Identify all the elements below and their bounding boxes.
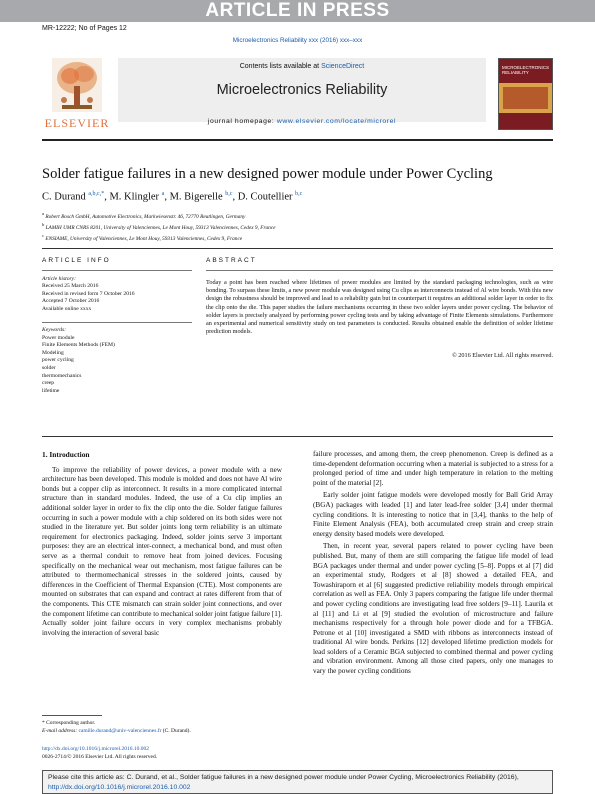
author-affil-marker[interactable]: a,b,c,*	[88, 191, 105, 197]
author-name[interactable]: C. Durand	[42, 191, 86, 203]
article-info-rule	[42, 270, 192, 271]
journal-box	[118, 58, 486, 122]
abstract-heading: ABSTRACT	[206, 257, 257, 264]
issn-line: 0026-2714/© 2016 Elsevier Ltd. All rights reserved.	[42, 753, 158, 760]
body-paragraph: failure processes, and among them, the creep phenomenon. Creep is defined as a time-dependent deformation occurring when a material is subjected to a stress for a prolonged period of time and under high temperature in relation to the melting point of the material [2].	[313, 450, 553, 487]
affiliation-item	[42, 210, 276, 221]
keyword-item: Power module	[42, 334, 75, 341]
homepage-url-link[interactable]: www.elsevier.com/locate/microrel	[276, 118, 397, 125]
abstract-rule	[206, 270, 553, 271]
cover-image	[503, 87, 548, 109]
history-online: Available online xxxx	[42, 305, 92, 312]
email-link[interactable]: camille.durand@univ-valenciennes.fr	[78, 728, 162, 734]
introduction-heading: 1. Introduction	[42, 450, 90, 459]
contents-prefix: Contents lists available at	[239, 63, 322, 70]
author-name[interactable]: D. Coutellier	[237, 191, 293, 203]
article-info-heading: ARTICLE INFO	[42, 257, 111, 264]
article-history	[42, 276, 192, 313]
keyword-item: thermomechanics	[42, 372, 82, 379]
article-in-press-banner	[0, 0, 595, 22]
journal-homepage-line	[118, 118, 486, 125]
footnote-email-line	[42, 727, 282, 735]
keyword-item: lifetime	[42, 387, 60, 394]
article-title: Solder fatigue failures in a new designed power module under Power Cycling	[42, 166, 493, 182]
author-affil-marker[interactable]: a	[161, 191, 165, 197]
author-affil-marker[interactable]: b,c	[225, 191, 233, 197]
manuscript-id: MR-12222; No of Pages 12	[42, 25, 127, 32]
keyword-item: creep	[42, 380, 55, 387]
journal-name: Microelectronics Reliability	[216, 82, 388, 98]
keyword-item: Modeling	[42, 349, 64, 356]
abstract-copyright: © 2016 Elsevier Ltd. All rights reserved.	[452, 352, 553, 359]
affiliations	[42, 210, 276, 243]
body-paragraph: Then, in recent year, several papers related to power cycling have been published. But, many of them are still comparing the fatigue life model of lead BGA packages under thermal and under power cycling [5–8]. Popps et al [7] did an experimental study, Rodgers et al [8] showed a detailed FEA, and Towashiraporn et al [6] suggested predictive reliability models through empirical correlation as well as FEA. Only 3 papers comparing the fatigue life under thermal and power cycling conditions are investigating lead free solders [9–11]. Laurila et al [11] and Li et al [9] studied the evolution of microstructure and failure mechanisms respectively for a through hole power diode and for a TFBGA. Petrone et al [10] investigated a SMD with ribbons as interconnects instead of traditional Al wire bonds. Perkins [12] developed lifetime prediction models for lead solders of a Ceramic BGA subjected to combined thermal and power cycling and vibration environment. Among all those cited papers, only one manages to vary the power cycling conditions	[313, 542, 553, 676]
corresponding-author-footnote	[42, 719, 282, 735]
affiliation-item	[42, 232, 276, 243]
citation-doi-link[interactable]: http://dx.doi.org/10.1016/j.microrel.2016.10.002	[48, 783, 191, 791]
affiliation-marker: c	[42, 232, 44, 238]
homepage-prefix: journal homepage:	[207, 118, 277, 125]
elsevier-logo[interactable]	[42, 58, 112, 132]
journal-cover-thumbnail[interactable]	[498, 58, 553, 130]
footnote-marker: *	[42, 720, 45, 726]
affiliation-text: Robert Bosch GmbH, Automotive Electronics, Markwiesenstr. 46, 72770 Reutlingen, Germany	[45, 213, 246, 220]
author-name[interactable]: M. Bigerelle	[169, 191, 223, 203]
sciencedirect-link[interactable]: ScienceDirect	[321, 63, 365, 70]
body-paragraph: Early solder joint fatigue models were developed mostly for Ball Grid Array (BGA) packages with leaded [1] and later lead-free solder [3,4] under thermal cycling conditions. It is interesting to notice that in [3,4], thanks to the help of Finite Element Analysis (FEA), both accumulated creep strain and creep strain energy density based models were developed.	[313, 491, 553, 538]
journal-citation-link[interactable]: Microelectronics Reliability xxx (2016) xxx–xxx	[232, 37, 363, 44]
body-rule	[42, 436, 553, 437]
author-affil-marker[interactable]: b,c	[295, 191, 303, 197]
keyword-item: solder	[42, 364, 56, 371]
affiliation-item	[42, 221, 276, 232]
author-name[interactable]: M. Klingler	[109, 191, 160, 203]
doi-block	[42, 746, 157, 761]
affiliation-marker: a	[42, 211, 44, 216]
history-rule	[42, 322, 192, 323]
email-suffix: (C. Durand).	[162, 728, 191, 734]
banner-text: ARTICLE IN PRESS	[205, 0, 390, 21]
right-column	[313, 450, 553, 680]
doi-link[interactable]: http://dx.doi.org/10.1016/j.microrel.2016.10.002	[42, 746, 149, 752]
body-paragraph: To improve the reliability of power devices, a power module with a new architecture has been developed. This module is molded and does not have Al wire bonds but a copper clip as interconnect. It results in a more complicated internal structure than in standard modules. Indeed, the use of a Cu clip implies an additional solder layer in order to fix the clip onto the die. Solder fatigue failures occurring in such a power module with a chip soldered on its both sides were not studied in the literature yet. But solder joints long term reliability is an ultimate requirement for electronics packaging. Indeed, solder joints serve 3 important purposes: they are an electrical inter-connect, a mechanical bond, and must often serve as a thermal conduit to remove heat from joined devices. Focusing specifically on the mechanical wear out mechanism, most fatigue failures can be attributed to thermomechanical stresses in the soldered joints, caused by differences in the Coefficient of Thermal Expansion (CTE). Most components are mounted on substrates that can expand and contract at rates different from that of the components. This CTE mismatch can strain solder joint connections, and over the component lifetime can contribute to mechanical solder joint fatigue failure [1]. Actually solder joint failure occurs in very complex mechanisms probably involving the interaction of several basic	[42, 465, 282, 637]
footnote-author-line	[42, 719, 282, 727]
footnote-rule	[42, 715, 102, 716]
keywords-label: Keywords:	[42, 327, 67, 333]
citation-text: Please cite this article as: C. Durand, et al., Solder fatigue failures in a new designed power module under Power Cycling, Microelectronics Reliability (2016),	[48, 774, 519, 781]
left-column	[42, 450, 282, 641]
keywords	[42, 327, 192, 395]
citation-box	[42, 770, 553, 794]
header-rule	[42, 139, 553, 141]
abstract-text: Today a point has been reached where lifetimes of power modules are limited by the standard packaging technologies, such as wire bonding. To surpass these limits, a new power module was designed using Cu clips as interconnects instead of Al wire bonds. With this new design the robustness should be improved and lead to a reliability gain but in counterpart it requires an additional solder layer in order to fix the clip onto the die. This paper studies the failure mechanisms occurring in these two solder layers under power cycling. The behavior of solder layers is precisely analyzed by performing power cycling tests and by taking advantage of Finite Elements simulations. Furthermore an experimental and numerical sensitivity study on test parameters is conducted. Results obtained enable the definition of solder lifetime prediction models.	[206, 279, 553, 336]
keyword-item: Finite Elements Methods (FEM)	[42, 342, 115, 349]
journal-header	[42, 52, 553, 136]
keyword-item: power cycling	[42, 357, 74, 364]
author-list: C. Durand $^{a,b,c,*}$, M. Klingler $^a$, M. Bigerelle $^{b,c}$, D. Coutellier $^{b,c}$	[42, 191, 303, 203]
footnote-author-label: Corresponding author.	[46, 720, 96, 726]
elsevier-wordmark: ELSEVIER	[44, 116, 110, 130]
affiliation-marker: b	[42, 221, 45, 227]
elsevier-tree-icon	[52, 58, 102, 112]
email-label: E-mail address:	[42, 728, 78, 734]
cover-title: MICROELECTRONICS RELIABILITY	[502, 65, 550, 75]
history-label: Article history:	[42, 276, 77, 282]
contents-line	[118, 63, 486, 70]
history-received: Received 25 March 2016	[42, 283, 99, 290]
history-accepted: Accepted 7 October 2016	[42, 298, 100, 305]
affiliation-text: ENSIAME, University of Valenciennes, Le Mont Houy, 59313 Valenciennes, Cedex 9, France	[45, 235, 243, 242]
history-revised: Received in revised form 7 October 2016	[42, 290, 135, 297]
affiliation-rule	[42, 248, 553, 249]
affiliation-text: LAMIH UMR CNRS 8201, University of Valenciennes, Le Mont Houy, 59313 Valenciennes, Cedex 9, France	[45, 224, 276, 231]
